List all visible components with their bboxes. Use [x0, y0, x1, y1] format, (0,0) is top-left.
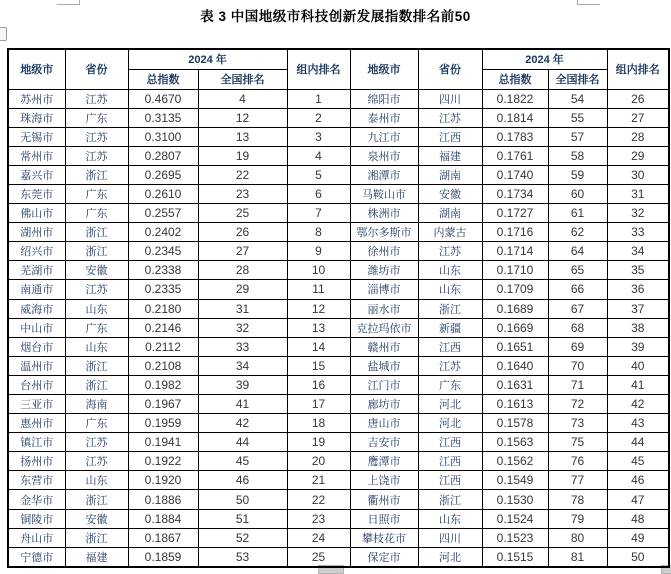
right-national-rank-cell: 77: [548, 471, 607, 490]
left-province-cell: 广东: [65, 204, 128, 223]
left-province-cell: 浙江: [65, 375, 128, 394]
left-index-cell: 0.2610: [128, 184, 198, 203]
right-group-rank-cell: 32: [607, 204, 669, 223]
right-province-cell: 河北: [418, 414, 482, 433]
right-index-cell: 0.1714: [482, 242, 548, 261]
header-national-rank-right: 全国排名: [548, 69, 607, 89]
header-city-left: 地级市: [8, 49, 65, 89]
left-index-cell: 0.2335: [128, 280, 198, 299]
left-index-cell: 0.4670: [128, 89, 198, 108]
left-group-rank-cell: 20: [287, 452, 350, 471]
right-group-rank-cell: 40: [607, 356, 669, 375]
right-group-rank-cell: 48: [607, 509, 669, 528]
left-group-rank-cell: 6: [287, 184, 350, 203]
left-group-rank-cell: 4: [287, 146, 350, 165]
left-province-cell: 江苏: [65, 452, 128, 471]
table-row: [8, 395, 669, 414]
table-row: [8, 375, 669, 394]
right-province-cell: 福建: [418, 146, 482, 165]
table-row: [8, 471, 669, 490]
left-group-rank-cell: 9: [287, 242, 350, 261]
right-city-cell: 克拉玛依市: [350, 318, 418, 337]
table-row: [8, 547, 669, 567]
right-province-cell: 江西: [418, 471, 482, 490]
left-province-cell: 安徽: [65, 261, 128, 280]
right-group-rank-cell: 44: [607, 433, 669, 452]
right-index-cell: 0.1689: [482, 299, 548, 318]
left-city-cell: 温州市: [8, 356, 65, 375]
left-group-rank-cell: 19: [287, 433, 350, 452]
page-margin-mark-top-left: [79, 0, 80, 5]
right-index-cell: 0.1515: [482, 547, 548, 567]
right-province-cell: 江苏: [418, 356, 482, 375]
right-national-rank-cell: 72: [548, 395, 607, 414]
right-national-rank-cell: 60: [548, 184, 607, 203]
left-province-cell: 浙江: [65, 528, 128, 547]
right-index-cell: 0.1523: [482, 528, 548, 547]
left-national-rank-cell: 22: [198, 165, 287, 184]
right-national-rank-cell: 68: [548, 318, 607, 337]
right-index-cell: 0.1613: [482, 395, 548, 414]
left-province-cell: 江苏: [65, 433, 128, 452]
left-province-cell: 广东: [65, 318, 128, 337]
left-national-rank-cell: 39: [198, 375, 287, 394]
left-city-cell: 东莞市: [8, 184, 65, 203]
left-national-rank-cell: 33: [198, 337, 287, 356]
left-city-cell: 南通市: [8, 280, 65, 299]
left-national-rank-cell: 53: [198, 547, 287, 567]
left-national-rank-cell: 12: [198, 108, 287, 127]
right-national-rank-cell: 70: [548, 356, 607, 375]
header-city-right: 地级市: [350, 49, 418, 89]
left-national-rank-cell: 41: [198, 395, 287, 414]
page-margin-mark-top-right: [577, 4, 600, 5]
right-index-cell: 0.1783: [482, 127, 548, 146]
left-national-rank-cell: 25: [198, 204, 287, 223]
left-province-cell: 江苏: [65, 146, 128, 165]
right-province-cell: 内蒙古: [418, 223, 482, 242]
right-city-cell: 唐山市: [350, 414, 418, 433]
right-index-cell: 0.1549: [482, 471, 548, 490]
right-national-rank-cell: 61: [548, 204, 607, 223]
right-national-rank-cell: 54: [548, 89, 607, 108]
left-index-cell: 0.1967: [128, 395, 198, 414]
right-province-cell: 河北: [418, 395, 482, 414]
left-province-cell: 广东: [65, 184, 128, 203]
right-city-cell: 淄博市: [350, 280, 418, 299]
right-national-rank-cell: 67: [548, 299, 607, 318]
left-group-rank-cell: 14: [287, 337, 350, 356]
left-group-rank-cell: 16: [287, 375, 350, 394]
ranking-table: [7, 48, 670, 568]
right-group-rank-cell: 34: [607, 242, 669, 261]
right-province-cell: 山东: [418, 509, 482, 528]
right-group-rank-cell: 33: [607, 223, 669, 242]
left-group-rank-cell: 11: [287, 280, 350, 299]
right-national-rank-cell: 64: [548, 242, 607, 261]
left-province-cell: 安徽: [65, 509, 128, 528]
left-index-cell: 0.1867: [128, 528, 198, 547]
right-city-cell: 江门市: [350, 375, 418, 394]
right-national-rank-cell: 81: [548, 547, 607, 567]
header-national-rank-left: 全国排名: [198, 69, 287, 89]
left-national-rank-cell: 51: [198, 509, 287, 528]
left-group-rank-cell: 7: [287, 204, 350, 223]
right-index-cell: 0.1716: [482, 223, 548, 242]
left-city-cell: 嘉兴市: [8, 165, 65, 184]
table-row: [8, 89, 669, 108]
right-national-rank-cell: 62: [548, 223, 607, 242]
left-province-cell: 浙江: [65, 356, 128, 375]
left-index-cell: 0.2108: [128, 356, 198, 375]
right-province-cell: 江西: [418, 337, 482, 356]
right-province-cell: 新疆: [418, 318, 482, 337]
right-group-rank-cell: 29: [607, 146, 669, 165]
right-index-cell: 0.1761: [482, 146, 548, 165]
left-group-rank-cell: 18: [287, 414, 350, 433]
table-row: [8, 108, 669, 127]
right-city-cell: 上饶市: [350, 471, 418, 490]
left-province-cell: 江苏: [65, 127, 128, 146]
right-index-cell: 0.1651: [482, 337, 548, 356]
left-national-rank-cell: 4: [198, 89, 287, 108]
left-national-rank-cell: 44: [198, 433, 287, 452]
left-city-cell: 舟山市: [8, 528, 65, 547]
left-national-rank-cell: 50: [198, 490, 287, 509]
left-national-rank-cell: 45: [198, 452, 287, 471]
right-group-rank-cell: 43: [607, 414, 669, 433]
left-city-cell: 珠海市: [8, 108, 65, 127]
right-national-rank-cell: 55: [548, 108, 607, 127]
left-province-cell: 广东: [65, 108, 128, 127]
left-city-cell: 绍兴市: [8, 242, 65, 261]
left-group-rank-cell: 15: [287, 356, 350, 375]
right-city-cell: 徐州市: [350, 242, 418, 261]
right-group-rank-cell: 45: [607, 452, 669, 471]
left-city-cell: 金华市: [8, 490, 65, 509]
left-city-cell: 东营市: [8, 471, 65, 490]
left-province-cell: 浙江: [65, 223, 128, 242]
right-city-cell: 泉州市: [350, 146, 418, 165]
left-index-cell: 0.2695: [128, 165, 198, 184]
left-index-cell: 0.2402: [128, 223, 198, 242]
left-province-cell: 山东: [65, 337, 128, 356]
right-group-rank-cell: 27: [607, 108, 669, 127]
left-index-cell: 0.3135: [128, 108, 198, 127]
right-city-cell: 鹰潭市: [350, 452, 418, 471]
left-group-rank-cell: 13: [287, 318, 350, 337]
left-index-cell: 0.1886: [128, 490, 198, 509]
left-city-cell: 惠州市: [8, 414, 65, 433]
left-city-cell: 佛山市: [8, 204, 65, 223]
right-index-cell: 0.1640: [482, 356, 548, 375]
left-index-cell: 0.1922: [128, 452, 198, 471]
right-index-cell: 0.1822: [482, 89, 548, 108]
right-city-cell: 攀枝花市: [350, 528, 418, 547]
left-index-cell: 0.2180: [128, 299, 198, 318]
right-national-rank-cell: 76: [548, 452, 607, 471]
left-group-rank-cell: 12: [287, 299, 350, 318]
table-row: [8, 414, 669, 433]
right-index-cell: 0.1727: [482, 204, 548, 223]
right-national-rank-cell: 66: [548, 280, 607, 299]
left-city-cell: 扬州市: [8, 452, 65, 471]
left-group-rank-cell: 8: [287, 223, 350, 242]
right-group-rank-cell: 35: [607, 261, 669, 280]
left-city-cell: 三亚市: [8, 395, 65, 414]
table-row: [8, 146, 669, 165]
table-row: [8, 242, 669, 261]
left-group-rank-cell: 17: [287, 395, 350, 414]
right-city-cell: 赣州市: [350, 337, 418, 356]
left-national-rank-cell: 52: [198, 528, 287, 547]
left-province-cell: 浙江: [65, 165, 128, 184]
right-national-rank-cell: 69: [548, 337, 607, 356]
table-row: [8, 433, 669, 452]
right-index-cell: 0.1631: [482, 375, 548, 394]
left-province-cell: 山东: [65, 299, 128, 318]
left-index-cell: 0.2338: [128, 261, 198, 280]
left-index-cell: 0.2557: [128, 204, 198, 223]
right-province-cell: 江西: [418, 127, 482, 146]
left-city-cell: 无锡市: [8, 127, 65, 146]
right-city-cell: 湘潭市: [350, 165, 418, 184]
right-national-rank-cell: 71: [548, 375, 607, 394]
right-group-rank-cell: 50: [607, 547, 669, 567]
table-row: [8, 299, 669, 318]
left-city-cell: 镇江市: [8, 433, 65, 452]
right-index-cell: 0.1524: [482, 509, 548, 528]
right-province-cell: 湖南: [418, 204, 482, 223]
header-year-left: 2024 年: [128, 49, 287, 69]
right-city-cell: 潍坊市: [350, 261, 418, 280]
right-index-cell: 0.1563: [482, 433, 548, 452]
right-city-cell: 吉安市: [350, 433, 418, 452]
right-group-rank-cell: 36: [607, 280, 669, 299]
header-year-right: 2024 年: [482, 49, 607, 69]
right-national-rank-cell: 59: [548, 165, 607, 184]
table-row: [8, 509, 669, 528]
window-edge-fragment: [0, 27, 7, 41]
left-national-rank-cell: 28: [198, 261, 287, 280]
left-national-rank-cell: 46: [198, 471, 287, 490]
left-national-rank-cell: 42: [198, 414, 287, 433]
right-city-cell: 衢州市: [350, 490, 418, 509]
right-city-cell: 廊坊市: [350, 395, 418, 414]
right-city-cell: 盐城市: [350, 356, 418, 375]
left-group-rank-cell: 10: [287, 261, 350, 280]
left-group-rank-cell: 24: [287, 528, 350, 547]
right-national-rank-cell: 65: [548, 261, 607, 280]
right-group-rank-cell: 46: [607, 471, 669, 490]
right-city-cell: 绵阳市: [350, 89, 418, 108]
table-row: [8, 356, 669, 375]
left-national-rank-cell: 32: [198, 318, 287, 337]
left-index-cell: 0.2112: [128, 337, 198, 356]
right-group-rank-cell: 42: [607, 395, 669, 414]
left-group-rank-cell: 22: [287, 490, 350, 509]
left-national-rank-cell: 13: [198, 127, 287, 146]
right-province-cell: 河北: [418, 547, 482, 567]
right-city-cell: 保定市: [350, 547, 418, 567]
left-city-cell: 常州市: [8, 146, 65, 165]
left-group-rank-cell: 3: [287, 127, 350, 146]
table-row: [8, 204, 669, 223]
left-index-cell: 0.1982: [128, 375, 198, 394]
right-index-cell: 0.1710: [482, 261, 548, 280]
left-province-cell: 广东: [65, 414, 128, 433]
right-province-cell: 浙江: [418, 490, 482, 509]
left-city-cell: 芜湖市: [8, 261, 65, 280]
right-national-rank-cell: 58: [548, 146, 607, 165]
right-index-cell: 0.1669: [482, 318, 548, 337]
table-row: [8, 127, 669, 146]
left-index-cell: 0.1884: [128, 509, 198, 528]
right-city-cell: 马鞍山市: [350, 184, 418, 203]
left-group-rank-cell: 2: [287, 108, 350, 127]
table-row: [8, 337, 669, 356]
right-province-cell: 山东: [418, 280, 482, 299]
left-index-cell: 0.1959: [128, 414, 198, 433]
left-group-rank-cell: 25: [287, 547, 350, 567]
right-index-cell: 0.1709: [482, 280, 548, 299]
header-index-left: 总指数: [128, 69, 198, 89]
right-province-cell: 山东: [418, 261, 482, 280]
left-city-cell: 苏州市: [8, 89, 65, 108]
page-margin-mark-top-left: [57, 4, 80, 5]
right-city-cell: 鄂尔多斯市: [350, 223, 418, 242]
left-province-cell: 浙江: [65, 242, 128, 261]
right-city-cell: 株洲市: [350, 204, 418, 223]
left-city-cell: 台州市: [8, 375, 65, 394]
left-province-cell: 浙江: [65, 490, 128, 509]
left-group-rank-cell: 21: [287, 471, 350, 490]
left-city-cell: 湖州市: [8, 223, 65, 242]
left-province-cell: 福建: [65, 547, 128, 567]
table-row: [8, 318, 669, 337]
left-city-cell: 宁德市: [8, 547, 65, 567]
left-index-cell: 0.2807: [128, 146, 198, 165]
left-index-cell: 0.1941: [128, 433, 198, 452]
right-index-cell: 0.1578: [482, 414, 548, 433]
left-group-rank-cell: 23: [287, 509, 350, 528]
table-row: [8, 261, 669, 280]
right-province-cell: 江苏: [418, 108, 482, 127]
left-group-rank-cell: 5: [287, 165, 350, 184]
right-province-cell: 江西: [418, 433, 482, 452]
right-national-rank-cell: 79: [548, 509, 607, 528]
right-group-rank-cell: 26: [607, 89, 669, 108]
header-row-1: [8, 49, 669, 69]
table-row: [8, 528, 669, 547]
left-index-cell: 0.1859: [128, 547, 198, 567]
left-province-cell: 海南: [65, 395, 128, 414]
left-national-rank-cell: 19: [198, 146, 287, 165]
right-group-rank-cell: 38: [607, 318, 669, 337]
left-province-cell: 山东: [65, 471, 128, 490]
left-city-cell: 烟台市: [8, 337, 65, 356]
right-index-cell: 0.1740: [482, 165, 548, 184]
right-national-rank-cell: 80: [548, 528, 607, 547]
header-index-right: 总指数: [482, 69, 548, 89]
right-index-cell: 0.1530: [482, 490, 548, 509]
left-national-rank-cell: 31: [198, 299, 287, 318]
right-province-cell: 湖南: [418, 165, 482, 184]
table-row: [8, 490, 669, 509]
right-group-rank-cell: 49: [607, 528, 669, 547]
header-group-rank-left: 组内排名: [287, 49, 350, 89]
left-city-cell: 中山市: [8, 318, 65, 337]
right-city-cell: 泰州市: [350, 108, 418, 127]
table-row: [8, 184, 669, 203]
right-national-rank-cell: 78: [548, 490, 607, 509]
left-national-rank-cell: 34: [198, 356, 287, 375]
right-group-rank-cell: 31: [607, 184, 669, 203]
right-index-cell: 0.1562: [482, 452, 548, 471]
right-group-rank-cell: 28: [607, 127, 669, 146]
left-national-rank-cell: 26: [198, 223, 287, 242]
table-row: [8, 280, 669, 299]
left-province-cell: 江苏: [65, 280, 128, 299]
right-city-cell: 丽水市: [350, 299, 418, 318]
right-group-rank-cell: 37: [607, 299, 669, 318]
right-province-cell: 广东: [418, 375, 482, 394]
right-city-cell: 日照市: [350, 509, 418, 528]
left-city-cell: 威海市: [8, 299, 65, 318]
table-row: [8, 452, 669, 471]
right-province-cell: 四川: [418, 528, 482, 547]
right-province-cell: 安徽: [418, 184, 482, 203]
header-province-right: 省份: [418, 49, 482, 89]
header-group-rank-right: 组内排名: [607, 49, 669, 89]
left-index-cell: 0.3100: [128, 127, 198, 146]
table-row: [8, 165, 669, 184]
table-row: [8, 223, 669, 242]
right-index-cell: 0.1734: [482, 184, 548, 203]
right-province-cell: 江西: [418, 452, 482, 471]
right-national-rank-cell: 73: [548, 414, 607, 433]
left-index-cell: 0.2345: [128, 242, 198, 261]
right-province-cell: 四川: [418, 89, 482, 108]
right-province-cell: 江苏: [418, 242, 482, 261]
left-group-rank-cell: 1: [287, 89, 350, 108]
right-national-rank-cell: 57: [548, 127, 607, 146]
left-city-cell: 铜陵市: [8, 509, 65, 528]
right-group-rank-cell: 47: [607, 490, 669, 509]
right-city-cell: 九江市: [350, 127, 418, 146]
table-title: 表 3 中国地级市科技创新发展指数排名前50: [200, 9, 471, 24]
right-national-rank-cell: 75: [548, 433, 607, 452]
right-province-cell: 浙江: [418, 299, 482, 318]
left-index-cell: 0.1920: [128, 471, 198, 490]
left-national-rank-cell: 23: [198, 184, 287, 203]
left-national-rank-cell: 29: [198, 280, 287, 299]
left-province-cell: 江苏: [65, 89, 128, 108]
right-group-rank-cell: 39: [607, 337, 669, 356]
left-index-cell: 0.2146: [128, 318, 198, 337]
left-national-rank-cell: 27: [198, 242, 287, 261]
right-group-rank-cell: 41: [607, 375, 669, 394]
header-province-left: 省份: [65, 49, 128, 89]
right-group-rank-cell: 30: [607, 165, 669, 184]
right-index-cell: 0.1814: [482, 108, 548, 127]
